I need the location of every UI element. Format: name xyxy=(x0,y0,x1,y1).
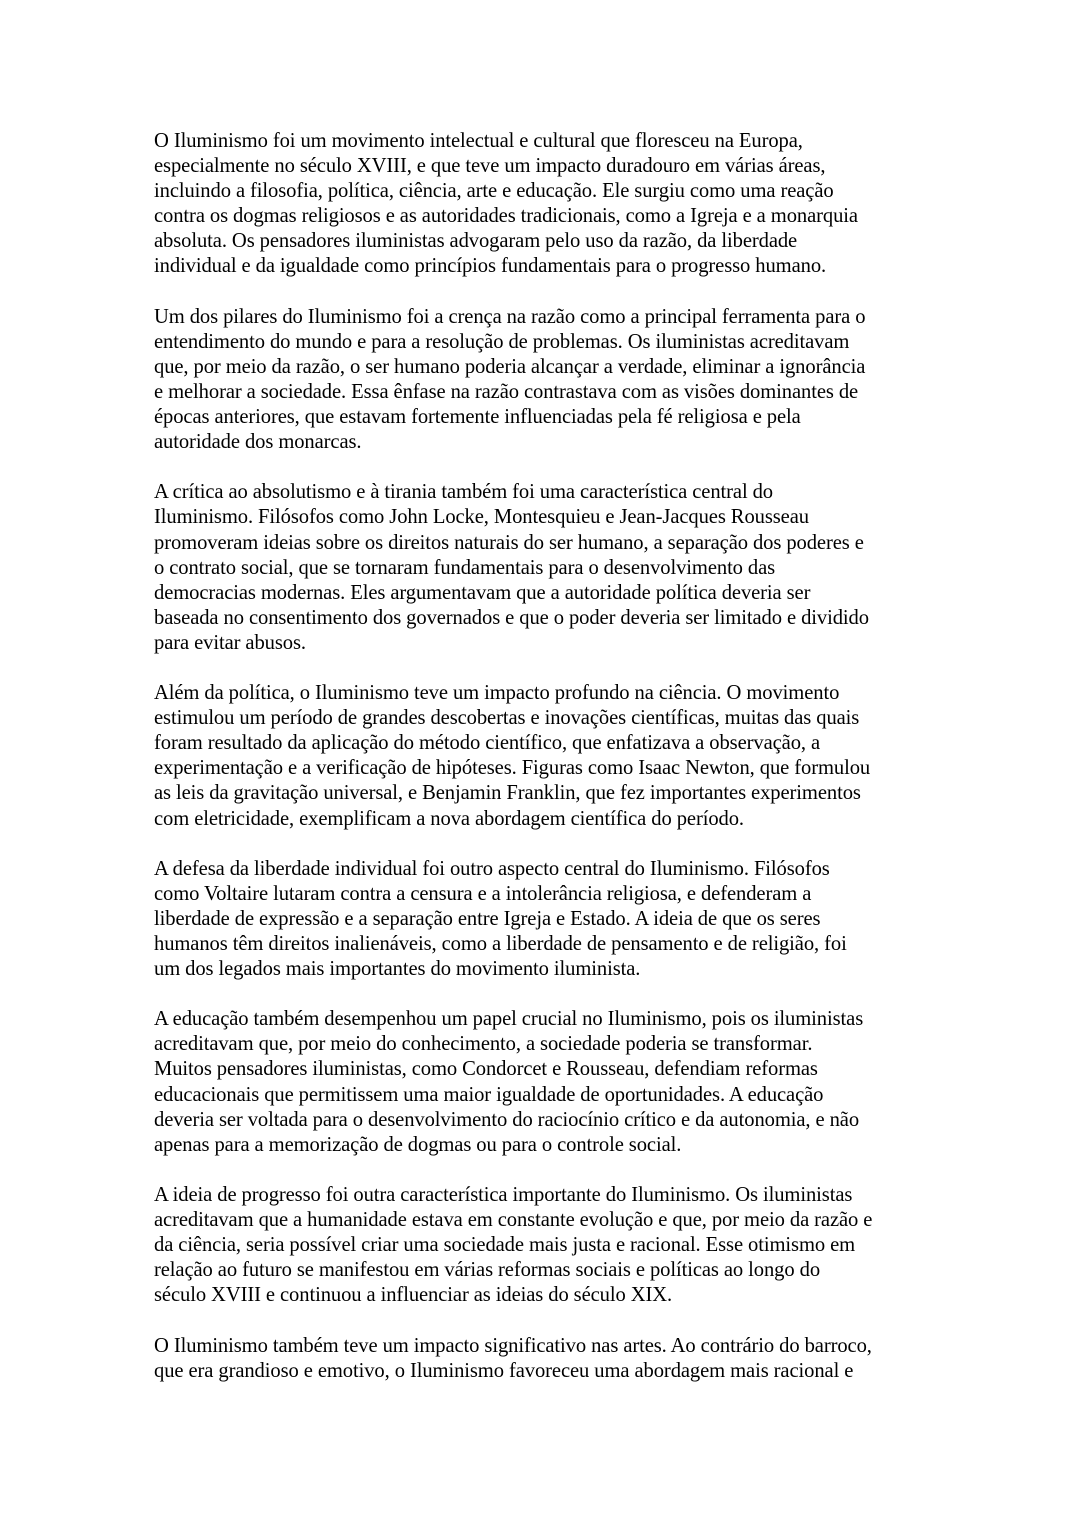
text-line: Além da política, o Iluminismo teve um impacto profundo na ciência. O movimento xyxy=(154,682,840,705)
text-line: autoridade dos monarcas. xyxy=(154,431,362,454)
paragraph-progress xyxy=(154,1183,954,1308)
text-line: humanos têm direitos inalienáveis, como a liberdade de pensamento e de religião, foi xyxy=(154,933,847,955)
paragraph-education xyxy=(154,1007,954,1158)
text-line: contra os dogmas religiosos e as autoridades tradicionais, como a Igreja e a monarquia xyxy=(154,205,858,228)
text-line: acreditavam que a humanidade estava em constante evolução e que, por meio da razão e xyxy=(154,1209,873,1232)
paragraph-arts xyxy=(154,1334,954,1384)
text-line: incluindo a filosofia, política, ciência, arte e educação. Ele surgiu como uma reação xyxy=(154,180,834,203)
text-line: A ideia de progresso foi outra característica importante do Iluminismo. Os iluministas xyxy=(154,1183,853,1206)
text-line: um dos legados mais importantes do movimento iluminista. xyxy=(154,958,641,981)
text-line: que era grandioso e emotivo, o Iluminismo favoreceu uma abordagem mais racional e xyxy=(154,1359,854,1382)
text-line: século XVIII e continuou a influenciar as ideias do século XIX. xyxy=(154,1284,673,1307)
text-line: para evitar abusos. xyxy=(154,631,306,654)
text-line: apenas para a memorização de dogmas ou para o controle social. xyxy=(154,1133,682,1156)
text-line: O Iluminismo foi um movimento intelectual e cultural que floresceu na Europa, xyxy=(154,130,803,152)
text-line: baseada no consentimento dos governados e que o poder deveria ser limitado e dividido xyxy=(154,606,869,629)
text-line: experimentação e a verificação de hipóteses. Figuras como Isaac Newton, que formulou xyxy=(154,757,871,780)
text-line: A educação também desempenhou um papel crucial no Iluminismo, pois os iluministas xyxy=(154,1008,864,1031)
text-line: Um dos pilares do Iluminismo foi a crença na razão como a principal ferramenta para o xyxy=(154,305,866,328)
text-line: entendimento do mundo e para a resolução de problemas. Os iluministas acreditavam xyxy=(154,330,850,353)
text-line: promoveram ideias sobre os direitos naturais do ser humano, a separação dos poderes e xyxy=(154,531,864,554)
text-line: A crítica ao absolutismo e à tirania também foi uma característica central do xyxy=(154,481,774,504)
text-line: épocas anteriores, que estavam fortemente influenciadas pela fé religiosa e pela xyxy=(154,406,801,429)
text-line: A defesa da liberdade individual foi outro aspecto central do Iluminismo. Filósofos xyxy=(154,857,830,880)
text-line: da ciência, seria possível criar uma sociedade mais justa e racional. Esse otimismo em xyxy=(154,1234,856,1257)
text-line: acreditavam que, por meio do conhecimento, a sociedade poderia se transformar. xyxy=(154,1033,813,1056)
text-line: O Iluminismo também teve um impacto significativo nas artes. Ao contrário do barroco, xyxy=(154,1334,872,1357)
text-line: educacionais que permitissem uma maior igualdade de oportunidades. A educação xyxy=(154,1083,824,1106)
text-line: deveria ser voltada para o desenvolvimento do raciocínio crítico e da autonomia, e não xyxy=(154,1108,860,1131)
paragraph-liberty xyxy=(154,857,954,982)
text-line: Muitos pensadores iluministas, como Condorcet e Rousseau, defendiam reformas xyxy=(154,1058,818,1081)
text-line: individual e da igualdade como princípios fundamentais para o progresso humano. xyxy=(154,255,827,278)
text-line: Iluminismo. Filósofos como John Locke, Montesquieu e Jean-Jacques Rousseau xyxy=(154,506,809,529)
text-line: relação ao futuro se manifestou em várias reformas sociais e políticas ao longo do xyxy=(154,1259,821,1282)
text-line: absoluta. Os pensadores iluministas advogaram pelo uso da razão, da liberdade xyxy=(154,230,798,253)
document-body xyxy=(154,129,954,1409)
text-line: liberdade de expressão e a separação entre Igreja e Estado. A ideia de que os seres xyxy=(154,907,821,930)
text-line: estimulou um período de grandes descobertas e inovações científicas, muitas das quais xyxy=(154,707,860,730)
paragraph-absolutism xyxy=(154,480,954,656)
paragraph-reason xyxy=(154,305,954,456)
text-line: especialmente no século XVIII, e que teve um impacto duradouro em várias áreas, xyxy=(154,155,826,178)
paragraph-science xyxy=(154,681,954,832)
text-line: como Voltaire lutaram contra a censura e a intolerância religiosa, e defenderam a xyxy=(154,882,812,905)
text-line: que, por meio da razão, o ser humano poderia alcançar a verdade, eliminar a ignorância xyxy=(154,355,866,378)
text-line: foram resultado da aplicação do método científico, que enfatizava a observação, a xyxy=(154,732,821,755)
text-line: e melhorar a sociedade. Essa ênfase na razão contrastava com as visões dominantes de xyxy=(154,380,859,403)
text-line: democracias modernas. Eles argumentavam que a autoridade política deveria ser xyxy=(154,581,811,604)
text-line: o contrato social, que se tornaram fundamentais para o desenvolvimento das xyxy=(154,556,776,579)
text-line: as leis da gravitação universal, e Benjamin Franklin, que fez importantes experimentos xyxy=(154,782,861,805)
paragraph-intro xyxy=(154,129,954,280)
text-line: com eletricidade, exemplificam a nova abordagem científica do período. xyxy=(154,807,744,830)
